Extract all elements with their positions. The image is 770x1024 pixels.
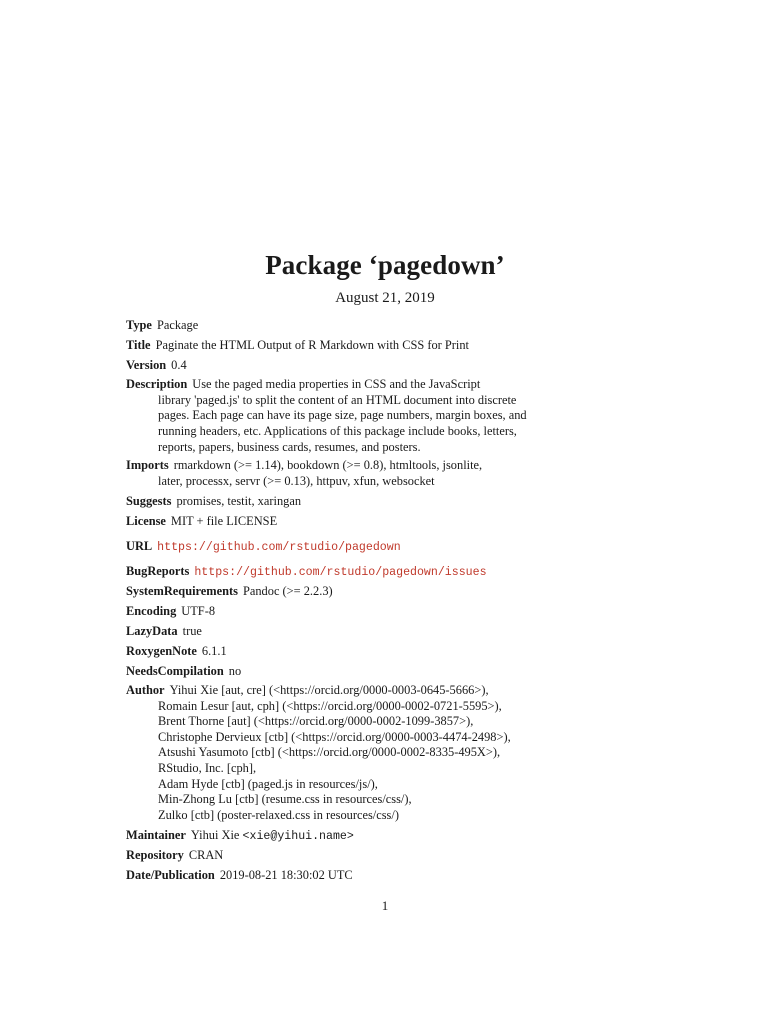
url-link[interactable]: https://github.com/rstudio/pagedown <box>157 541 401 554</box>
field-value-line: library 'paged.js' to split the content of an HTML document into discrete <box>158 392 517 407</box>
field-url <box>126 536 546 558</box>
field-value: 6.1.1 <box>201 644 227 658</box>
field-key: Repository <box>126 848 184 862</box>
field-roxygennote <box>126 641 546 661</box>
field-lazydata <box>126 621 546 641</box>
field-author <box>126 683 546 823</box>
field-key: License <box>126 514 166 528</box>
field-value-line: Christophe Dervieux [ctb] (<https://orcid.org/0000-0003-4474-2498>), <box>158 729 511 744</box>
field-value-line: running headers, etc. Applications of this package include books, letters, <box>158 424 517 439</box>
field-key: Title <box>126 338 151 352</box>
field-key: RoxygenNote <box>126 644 197 658</box>
field-maintainer <box>126 825 546 847</box>
bugreports-link[interactable]: https://github.com/rstudio/pagedown/issues <box>194 566 487 579</box>
field-suggests <box>126 491 546 511</box>
document-date: August 21, 2019 <box>335 290 435 306</box>
field-key: NeedsCompilation <box>126 664 224 678</box>
field-value-line: Min-Zhong Lu [ctb] (resume.css in resources/css/), <box>158 792 412 807</box>
field-key: Encoding <box>126 604 177 618</box>
field-version <box>126 355 546 375</box>
field-value: UTF-8 <box>181 604 216 618</box>
field-value-line: Adam Hyde [ctb] (paged.js in resources/js/), <box>158 776 378 791</box>
field-key: Version <box>126 358 167 372</box>
field-license <box>126 511 546 531</box>
field-key: Date/Publication <box>126 868 215 882</box>
field-key: Type <box>126 318 152 332</box>
field-type <box>126 315 546 335</box>
field-value-line: Atsushi Yasumoto [ctb] (<https://orcid.org/0000-0002-8335-495X>), <box>158 745 501 760</box>
field-key: Author <box>126 683 165 697</box>
field-value: Pandoc (>= 2.2.3) <box>242 584 333 598</box>
field-datepublication <box>126 865 546 885</box>
field-description <box>126 375 546 456</box>
field-value-line: RStudio, Inc. [cph], <box>158 760 257 775</box>
maintainer-name: Yihui Xie <box>190 828 240 842</box>
field-value-line: pages. Each page can have its page size, page numbers, margin boxes, and <box>158 408 527 423</box>
field-value-line: later, processx, servr (>= 0.13), httpuv, xfun, websocket <box>158 473 435 488</box>
maintainer-email: <xie@yihui.name> <box>242 830 354 843</box>
field-value: Package <box>156 318 199 332</box>
field-imports <box>126 458 546 489</box>
field-key: Maintainer <box>126 828 186 842</box>
field-key: Description <box>126 377 188 391</box>
field-value: 2019-08-21 18:30:02 UTC <box>219 868 353 882</box>
field-value: 0.4 <box>171 358 187 372</box>
field-value-line: rmarkdown (>= 1.14), bookdown (>= 0.8), htmltools, jsonlite, <box>173 458 483 472</box>
field-key: Suggests <box>126 494 172 508</box>
field-value: MIT + file LICENSE <box>170 514 278 528</box>
field-value-line: Romain Lesur [aut, cph] (<https://orcid.org/0000-0002-0721-5595>), <box>158 698 502 713</box>
field-key: BugReports <box>126 564 190 578</box>
field-needscompilation <box>126 661 546 681</box>
field-title <box>126 335 546 355</box>
field-key: URL <box>126 539 153 553</box>
page-number: 1 <box>381 898 389 913</box>
field-key: LazyData <box>126 624 178 638</box>
field-value-line: Brent Thorne [aut] (<https://orcid.org/0000-0002-1099-3857>), <box>158 714 474 729</box>
field-bugreports <box>126 561 546 583</box>
field-value-line: Yihui Xie [aut, cre] (<https://orcid.org/0000-0003-0645-5666>), <box>169 683 489 697</box>
field-value: true <box>182 624 202 638</box>
field-value: no <box>228 664 242 678</box>
field-repository <box>126 845 546 865</box>
page-title: Package ‘pagedown’ <box>265 250 505 280</box>
field-value-line: Use the paged media properties in CSS and the JavaScript <box>192 377 481 391</box>
field-value-line: reports, papers, business cards, resumes, and posters. <box>158 439 421 454</box>
field-value-line: Zulko [ctb] (poster-relaxed.css in resources/css/) <box>158 807 399 822</box>
field-value: Paginate the HTML Output of R Markdown with CSS for Print <box>155 338 469 352</box>
field-encoding <box>126 601 546 621</box>
field-value: CRAN <box>188 848 224 862</box>
field-key: Imports <box>126 458 169 472</box>
field-systemrequirements <box>126 581 546 601</box>
field-value: promises, testit, xaringan <box>176 494 302 508</box>
field-key: SystemRequirements <box>126 584 238 598</box>
